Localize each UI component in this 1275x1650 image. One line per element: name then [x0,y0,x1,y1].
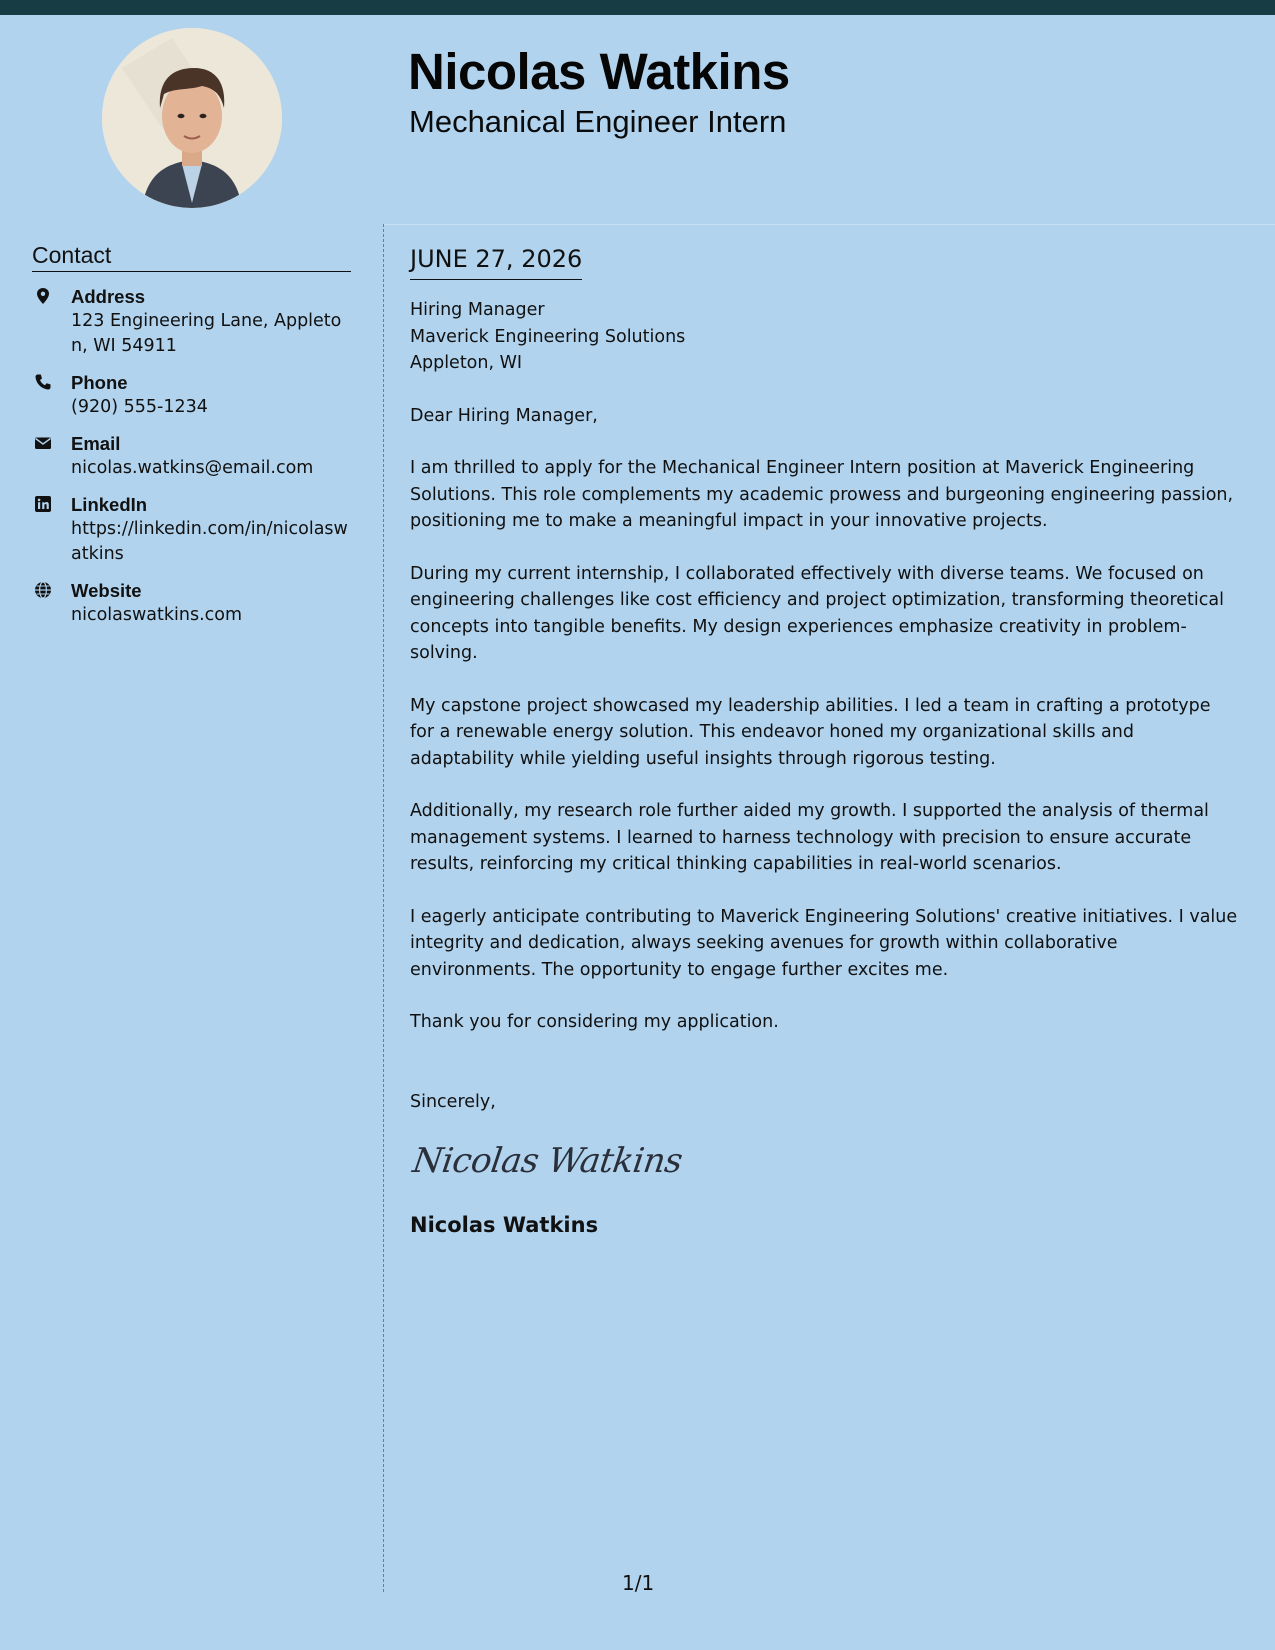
contact-item-linkedin [32,492,351,567]
letter-paragraph: I am thrilled to apply for the Mechanical Engineer Intern position at Maverick Engineering Solutions. This role complements my academic prowess and burgeoning engineering passion, positioning me to make a meaningful impact in your innovative projects. [410,458,1234,531]
letter-paragraph: Additionally, my research role further aided my growth. I supported the analysis of thermal management systems. I learned to harness technology with precision to ensure accurate results, reinforcing my critical thinking capabilities in real-world scenarios. [410,801,1209,874]
website-link[interactable]: nicolaswatkins.com [71,605,243,625]
contact-label: Phone [71,372,128,393]
letter-body [410,244,1240,1239]
page-number: 1/1 [622,1571,655,1595]
location-pin-icon [34,287,52,305]
top-accent-bar [0,0,1275,15]
contact-heading: Contact [32,240,351,272]
greeting: Dear Hiring Manager, [410,405,598,426]
contact-label: LinkedIn [71,494,148,515]
address-value: 123 Engineering Lane, Appleton, WI 54911 [71,311,342,356]
letter-paragraph: My capstone project showcased my leadership abilities. I led a team in crafting a prototype for a renewable energy solution. This endeavor honed my organizational skills and adaptability while yielding useful insights through rigorous testing. [410,695,1211,769]
envelope-icon [34,434,52,452]
contact-label: Address [71,286,146,307]
column-divider [383,224,384,1592]
closing-line: Thank you for considering my application. [410,1012,779,1032]
linkedin-icon [34,495,52,513]
recipient-line: Maverick Engineering Solutions [410,326,686,347]
contact-item-phone [32,370,351,420]
job-title: Mechanical Engineer Intern [409,104,787,139]
globe-icon [34,581,52,599]
header-divider [384,224,1275,225]
signer-name: Nicolas Watkins [410,1213,599,1237]
recipient-line: Appleton, WI [410,353,523,373]
handwritten-signature: Nicolas Watkins [410,1141,685,1181]
recipient-block [410,297,1240,377]
applicant-name: Nicolas Watkins [408,43,790,100]
letter-paragraph: During my current internship, I collaborated effectively with diverse teams. We focused on engineering challenges like cost efficiency and project optimization, transforming theoretical concepts into tangible benefits. My design experiences emphasize creativity in problem-solving. [410,563,1224,663]
letter-paragraph: I eagerly anticipate contributing to Maverick Engineering Solutions' creative initiatives. I value integrity and dedication, always seeking avenues for growth within collaborative environments. The opportunity to engage further excites me. [410,906,1238,980]
letter-date: JUNE 27, 2026 [410,244,582,280]
contact-item-website [32,578,351,628]
contact-label: Email [71,433,121,454]
phone-value: (920) 555-1234 [71,397,208,417]
email-link[interactable]: nicolas.watkins@email.com [71,458,314,478]
linkedin-link[interactable]: https://linkedin.com/in/nicolaswatkins [71,519,348,564]
signoff: Sincerely, [410,1091,496,1112]
contact-item-address [32,284,351,359]
contact-sidebar [32,240,351,628]
profile-photo [102,28,282,208]
contact-label: Website [71,580,142,601]
phone-icon [34,373,52,391]
contact-item-email [32,431,351,481]
recipient-line: Hiring Manager [410,300,545,320]
